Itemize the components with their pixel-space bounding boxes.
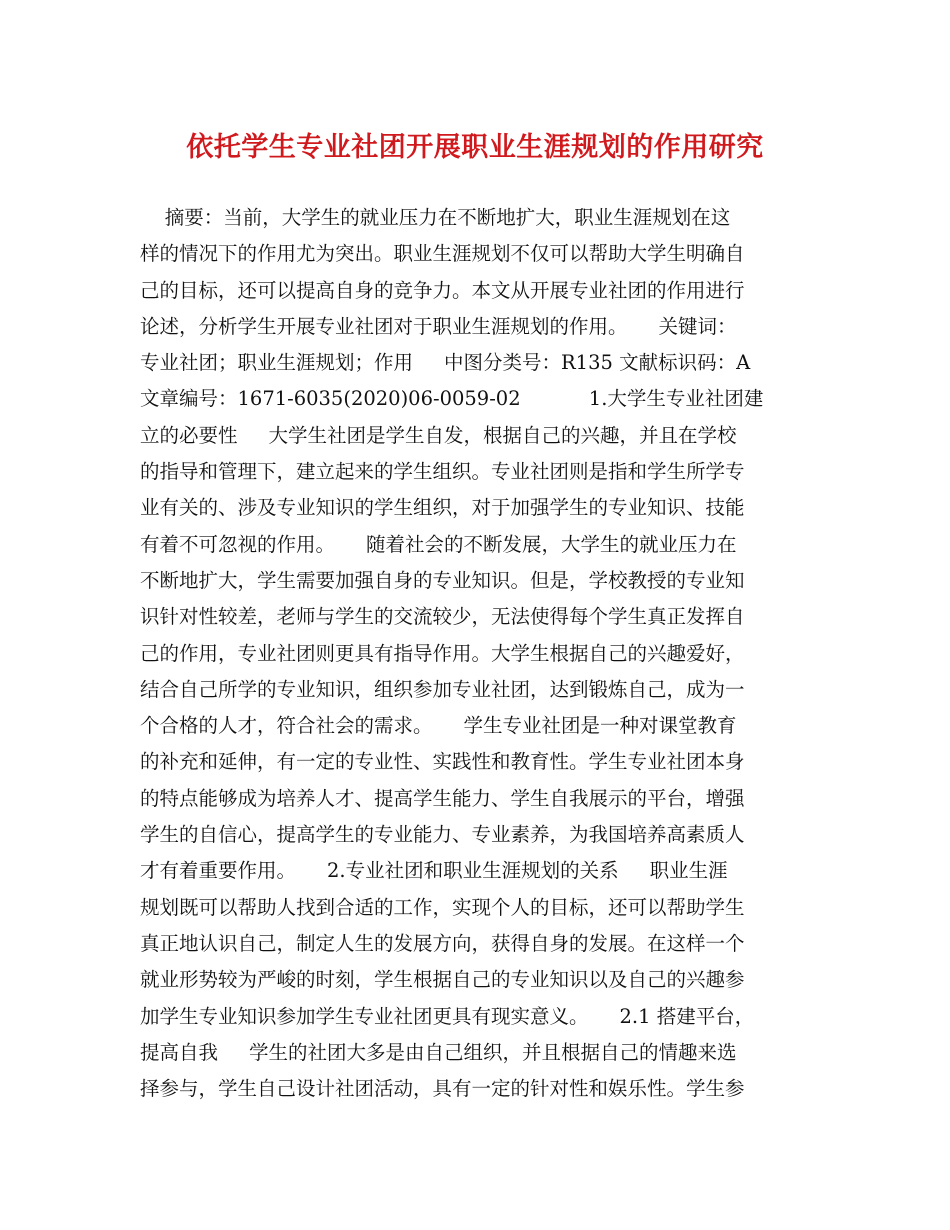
- body-line: 结合自己所学的专业知识，组织参加专业社团，达到锻炼自己，成为一: [140, 677, 745, 701]
- body-line: 加学生专业知识参加学生专业社团更具有现实意义。 2.1 搭建平台，: [140, 1004, 755, 1028]
- body-line: 择参与，学生自己设计社团活动，具有一定的针对性和娱乐性。学生参: [140, 1077, 745, 1101]
- body-line: 个合格的人才，符合社会的需求。 学生专业社团是一种对课堂教育: [140, 714, 737, 738]
- body-line: 规划既可以帮助人找到合适的工作，实现个人的目标，还可以帮助学生: [140, 895, 745, 919]
- body-line: 文章编号：1671-6035(2020)06-0059-02 1.大学生专业社团建: [140, 387, 764, 411]
- body-line: 论述，分析学生开展专业社团对于职业生涯规划的作用。 关键词：: [140, 314, 737, 338]
- body-line: 己的作用，专业社团则更具有指导作用。大学生根据自己的兴趣爱好，: [140, 641, 745, 665]
- body-line: 真正地认识自己，制定人生的发展方向，获得自身的发展。在这样一个: [140, 931, 745, 955]
- document-title: 依托学生专业社团开展职业生涯规划的作用研究: [186, 132, 764, 163]
- body-line: 提高自我 学生的社团大多是由自己组织，并且根据自己的情趣来选: [140, 1040, 737, 1064]
- body-line: 立的必要性 大学生社团是学生自发，根据自己的兴趣，并且在学校: [140, 423, 737, 447]
- body-line: 就业形势较为严峻的时刻，学生根据自己的专业知识以及自己的兴趣参: [140, 968, 745, 992]
- document-body: [140, 200, 830, 1107]
- body-line: 样的情况下的作用尤为突出。职业生涯规划不仅可以帮助大学生明确自: [140, 242, 745, 266]
- body-line: 的特点能够成为培养人才、提高学生能力、学生自我展示的平台，增强: [140, 786, 745, 810]
- body-line: 摘要：当前，大学生的就业压力在不断地扩大，职业生涯规划在这: [140, 206, 731, 229]
- body-line: 识针对性较差，老师与学生的交流较少，无法使得每个学生真正发挥自: [140, 605, 745, 629]
- body-line: 学生的自信心，提高学生的专业能力、专业素养，为我国培养高素质人: [140, 823, 745, 847]
- body-line: 有着不可忽视的作用。 随着社会的不断发展，大学生的就业压力在: [140, 532, 737, 556]
- body-line: 不断地扩大，学生需要加强自身的专业知识。但是，学校教授的专业知: [140, 568, 745, 592]
- body-line: 业有关的、涉及专业知识的学生组织，对于加强学生的专业知识、技能: [140, 496, 745, 520]
- body-line: 的指导和管理下，建立起来的学生组织。专业社团则是指和学生所学专: [140, 460, 745, 484]
- body-line: 己的目标，还可以提高自身的竞争力。本文从开展专业社团的作用进行: [140, 278, 745, 302]
- body-line: 的补充和延伸，有一定的专业性、实践性和教育性。学生专业社团本身: [140, 750, 745, 774]
- body-line: 专业社团；职业生涯规划；作用 中图分类号：R135 文献标识码：A: [140, 351, 751, 375]
- body-line: 才有着重要作用。 2.专业社团和职业生涯规划的关系 职业生涯: [140, 859, 728, 883]
